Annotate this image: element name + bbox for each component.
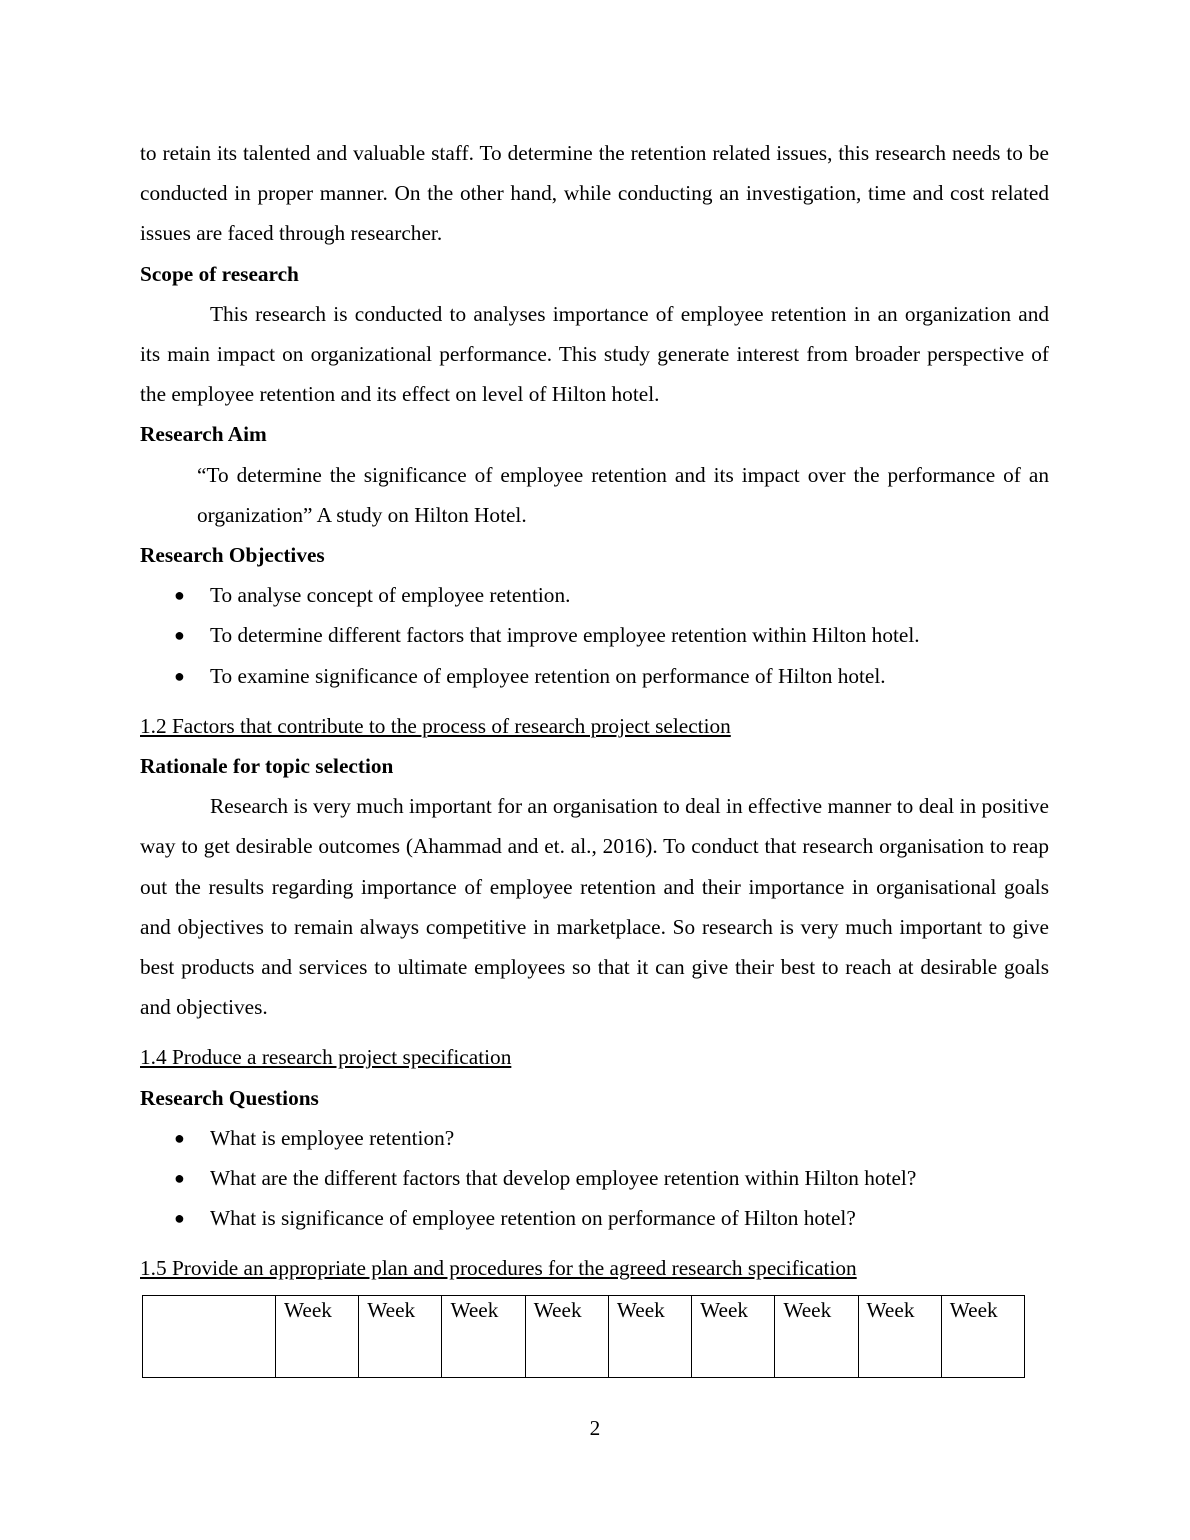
bullet-icon: ● bbox=[174, 585, 185, 606]
section-1-2-heading: 1.2 Factors that contribute to the process of research project selection bbox=[140, 713, 731, 738]
list-item bbox=[140, 656, 1049, 696]
table-cell: Week bbox=[608, 1295, 691, 1377]
rationale-heading: Rationale for topic selection bbox=[140, 754, 394, 779]
table-cell: Week bbox=[775, 1295, 858, 1377]
objective-text: To determine different factors that improve employee retention within Hilton hotel. bbox=[210, 623, 920, 648]
list-item bbox=[140, 1158, 1049, 1198]
questions-heading: Research Questions bbox=[140, 1085, 319, 1110]
list-item bbox=[140, 575, 1049, 615]
objective-text: To examine significance of employee retention on performance of Hilton hotel. bbox=[210, 663, 886, 688]
question-text: What is employee retention? bbox=[210, 1125, 455, 1150]
question-text: What is significance of employee retention on performance of Hilton hotel? bbox=[210, 1206, 856, 1231]
table-cell: Week bbox=[941, 1295, 1024, 1377]
objectives-list bbox=[140, 575, 1049, 696]
page-number: 2 bbox=[589, 1416, 601, 1440]
bullet-icon: ● bbox=[174, 1168, 185, 1189]
table-cell: Week bbox=[525, 1295, 608, 1377]
list-item bbox=[140, 1198, 1049, 1238]
table-cell: Week bbox=[359, 1295, 442, 1377]
table-cell: Week bbox=[858, 1295, 941, 1377]
section-1-5-heading: 1.5 Provide an appropriate plan and procedures for the agreed research specification bbox=[140, 1256, 857, 1281]
bullet-icon: ● bbox=[174, 1208, 185, 1229]
section-1-4-heading: 1.4 Produce a research project specification bbox=[140, 1045, 512, 1070]
table-cell: Week bbox=[276, 1295, 359, 1377]
table-cell: Week bbox=[442, 1295, 525, 1377]
aim-heading: Research Aim bbox=[140, 422, 267, 447]
objective-text: To analyse concept of employee retention. bbox=[210, 583, 571, 608]
questions-list bbox=[140, 1118, 1049, 1239]
scope-heading: Scope of research bbox=[140, 261, 299, 286]
table-cell bbox=[143, 1295, 276, 1377]
list-item bbox=[140, 615, 1049, 655]
table-row bbox=[143, 1295, 1025, 1377]
bullet-icon: ● bbox=[174, 1127, 185, 1148]
scope-paragraph: This research is conducted to analyses importance of employee retention in an organization and its main impact on organizational performance. This study generate interest from broader perspective of the employee retention and its effect on level of Hilton hotel. bbox=[140, 301, 1049, 407]
rationale-paragraph: Research is very much important for an organisation to deal in effective manner to deal in positive way to get desirable outcomes (Ahammad and et. al., 2016). To conduct that research organisation to reap out the results regarding importance of employee retention and their importance in organisational goals and objectives to remain always competitive in marketplace. So research is very much important to give best products and services to ultimate employees so that it can give their best to reach at desirable goals and objectives. bbox=[140, 794, 1049, 1020]
list-item bbox=[140, 1118, 1049, 1158]
question-text: What are the different factors that develop employee retention within Hilton hotel? bbox=[210, 1166, 917, 1191]
bullet-icon: ● bbox=[174, 625, 185, 646]
table-cell: Week bbox=[692, 1295, 775, 1377]
aim-quote: “To determine the significance of employee retention and its impact over the performance of an organization” A study on Hilton Hotel. bbox=[197, 462, 1049, 527]
intro-paragraph: to retain its talented and valuable staff. To determine the retention related issues, this research needs to be conducted in proper manner. On the other hand, while conducting an investigation, time and cost related issues are faced through researcher. bbox=[140, 141, 1049, 246]
bullet-icon: ● bbox=[174, 665, 185, 686]
plan-table bbox=[142, 1295, 1025, 1378]
document-page bbox=[140, 133, 1049, 1378]
objectives-heading: Research Objectives bbox=[140, 543, 325, 568]
